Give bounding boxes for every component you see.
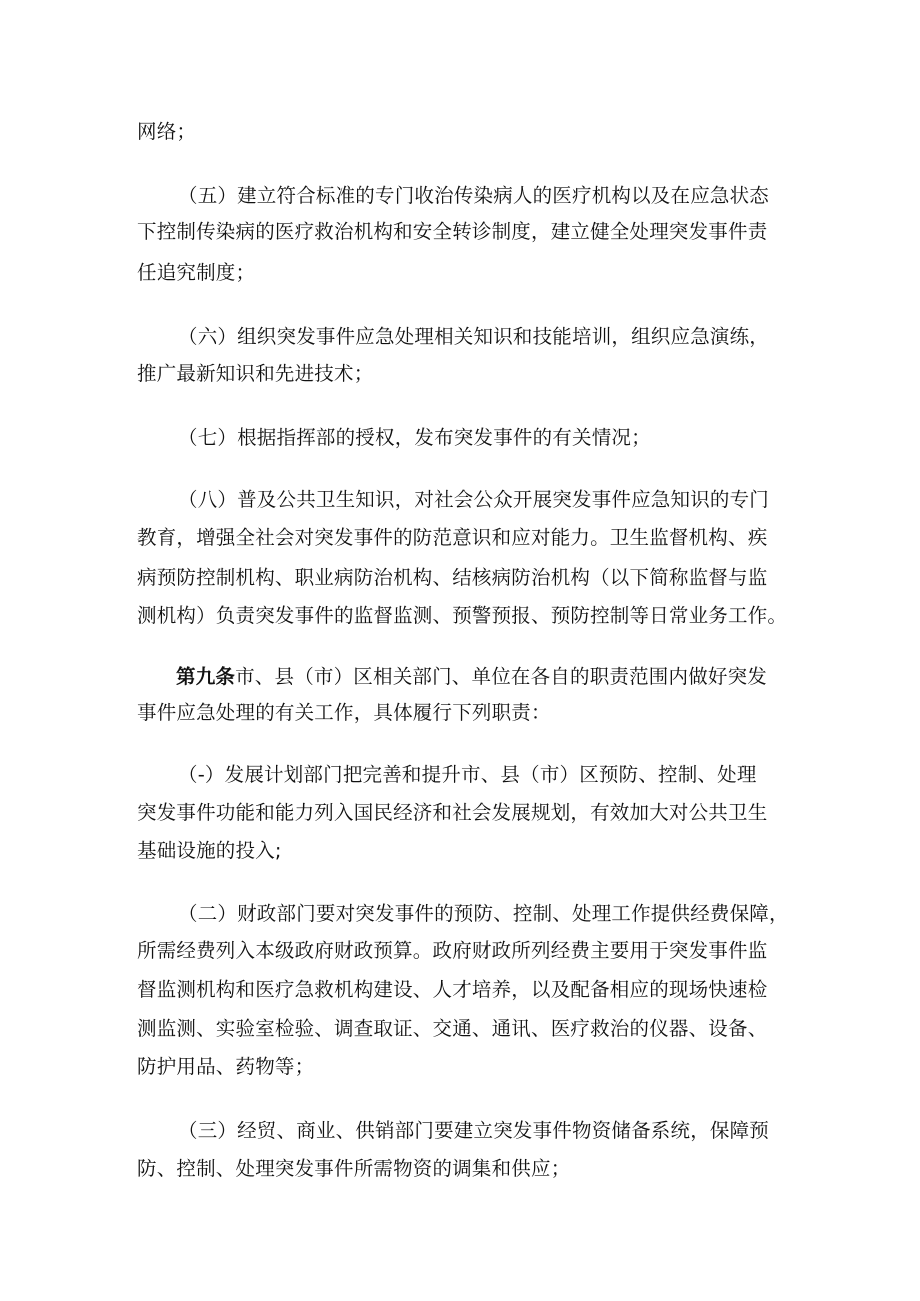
text-line: 推广最新知识和先进技术； bbox=[137, 362, 374, 385]
text-line: 事件应急处理的有关工作，具体履行下列职责： bbox=[137, 701, 551, 724]
text-line: 任追究制度； bbox=[137, 261, 256, 284]
text-line: 下控制传染病的医疗救治机构和安全转诊制度，建立健全处理突发事件责 bbox=[137, 220, 768, 243]
article-heading: 第九条 bbox=[176, 665, 236, 688]
text-line: 测机构）负责突发事件的监督监测、预警预报、预防控制等日常业务工作。 bbox=[137, 604, 788, 627]
text-line: 教育，增强全社会对突发事件的防范意识和应对能力。卫生监督机构、疾 bbox=[137, 526, 768, 549]
text-line: （八）普及公共卫生知识，对社会公众开展突发事件应急知识的专门 bbox=[178, 488, 770, 511]
text-line: （-）发展计划部门把完善和提升市、县（市）区预防、控制、处理 bbox=[178, 763, 757, 786]
text-line: （二）财政部门要对突发事件的预防、控制、处理工作提供经费保障， bbox=[178, 902, 789, 925]
text-line: 防、控制、处理突发事件所需物资的调集和供应； bbox=[137, 1157, 571, 1180]
text-line: 防护用品、药物等； bbox=[137, 1055, 315, 1078]
text-line: （五）建立符合标准的专门收治传染病人的医疗机构以及在应急状态 bbox=[178, 184, 770, 207]
text-line: 督监测机构和医疗急救机构建设、人才培养，以及配备相应的现场快速检 bbox=[137, 978, 768, 1001]
text-line: 基础设施的投入; bbox=[137, 839, 282, 862]
text-line: 测监测、实验室检验、调查取证、交通、通讯、医疗救治的仪器、设备、 bbox=[137, 1017, 768, 1040]
text-line: （七）根据指挥部的授权，发布突发事件的有关情况； bbox=[178, 426, 651, 449]
text-line: 网络； bbox=[137, 120, 197, 143]
article-text: 市、县（市）区相关部门、单位在各自的职责范围内做好突发 bbox=[235, 665, 768, 688]
text-line: （三）经贸、商业、供销部门要建立突发事件物资储备系统，保障预 bbox=[178, 1119, 770, 1142]
text-line: 突发事件功能和能力列入国民经济和社会发展规划，有效加大对公共卫生 bbox=[137, 801, 768, 824]
text-line: 病预防控制机构、职业病防治机构、结核病防治机构（以下简称监督与监 bbox=[137, 566, 768, 589]
text-line: （六）组织突发事件应急处理相关知识和技能培训，组织应急演练， bbox=[178, 325, 770, 348]
text-line: 所需经费列入本级政府财政预算。政府财政所列经费主要用于突发事件监 bbox=[137, 939, 768, 962]
article-9-line bbox=[176, 661, 767, 693]
